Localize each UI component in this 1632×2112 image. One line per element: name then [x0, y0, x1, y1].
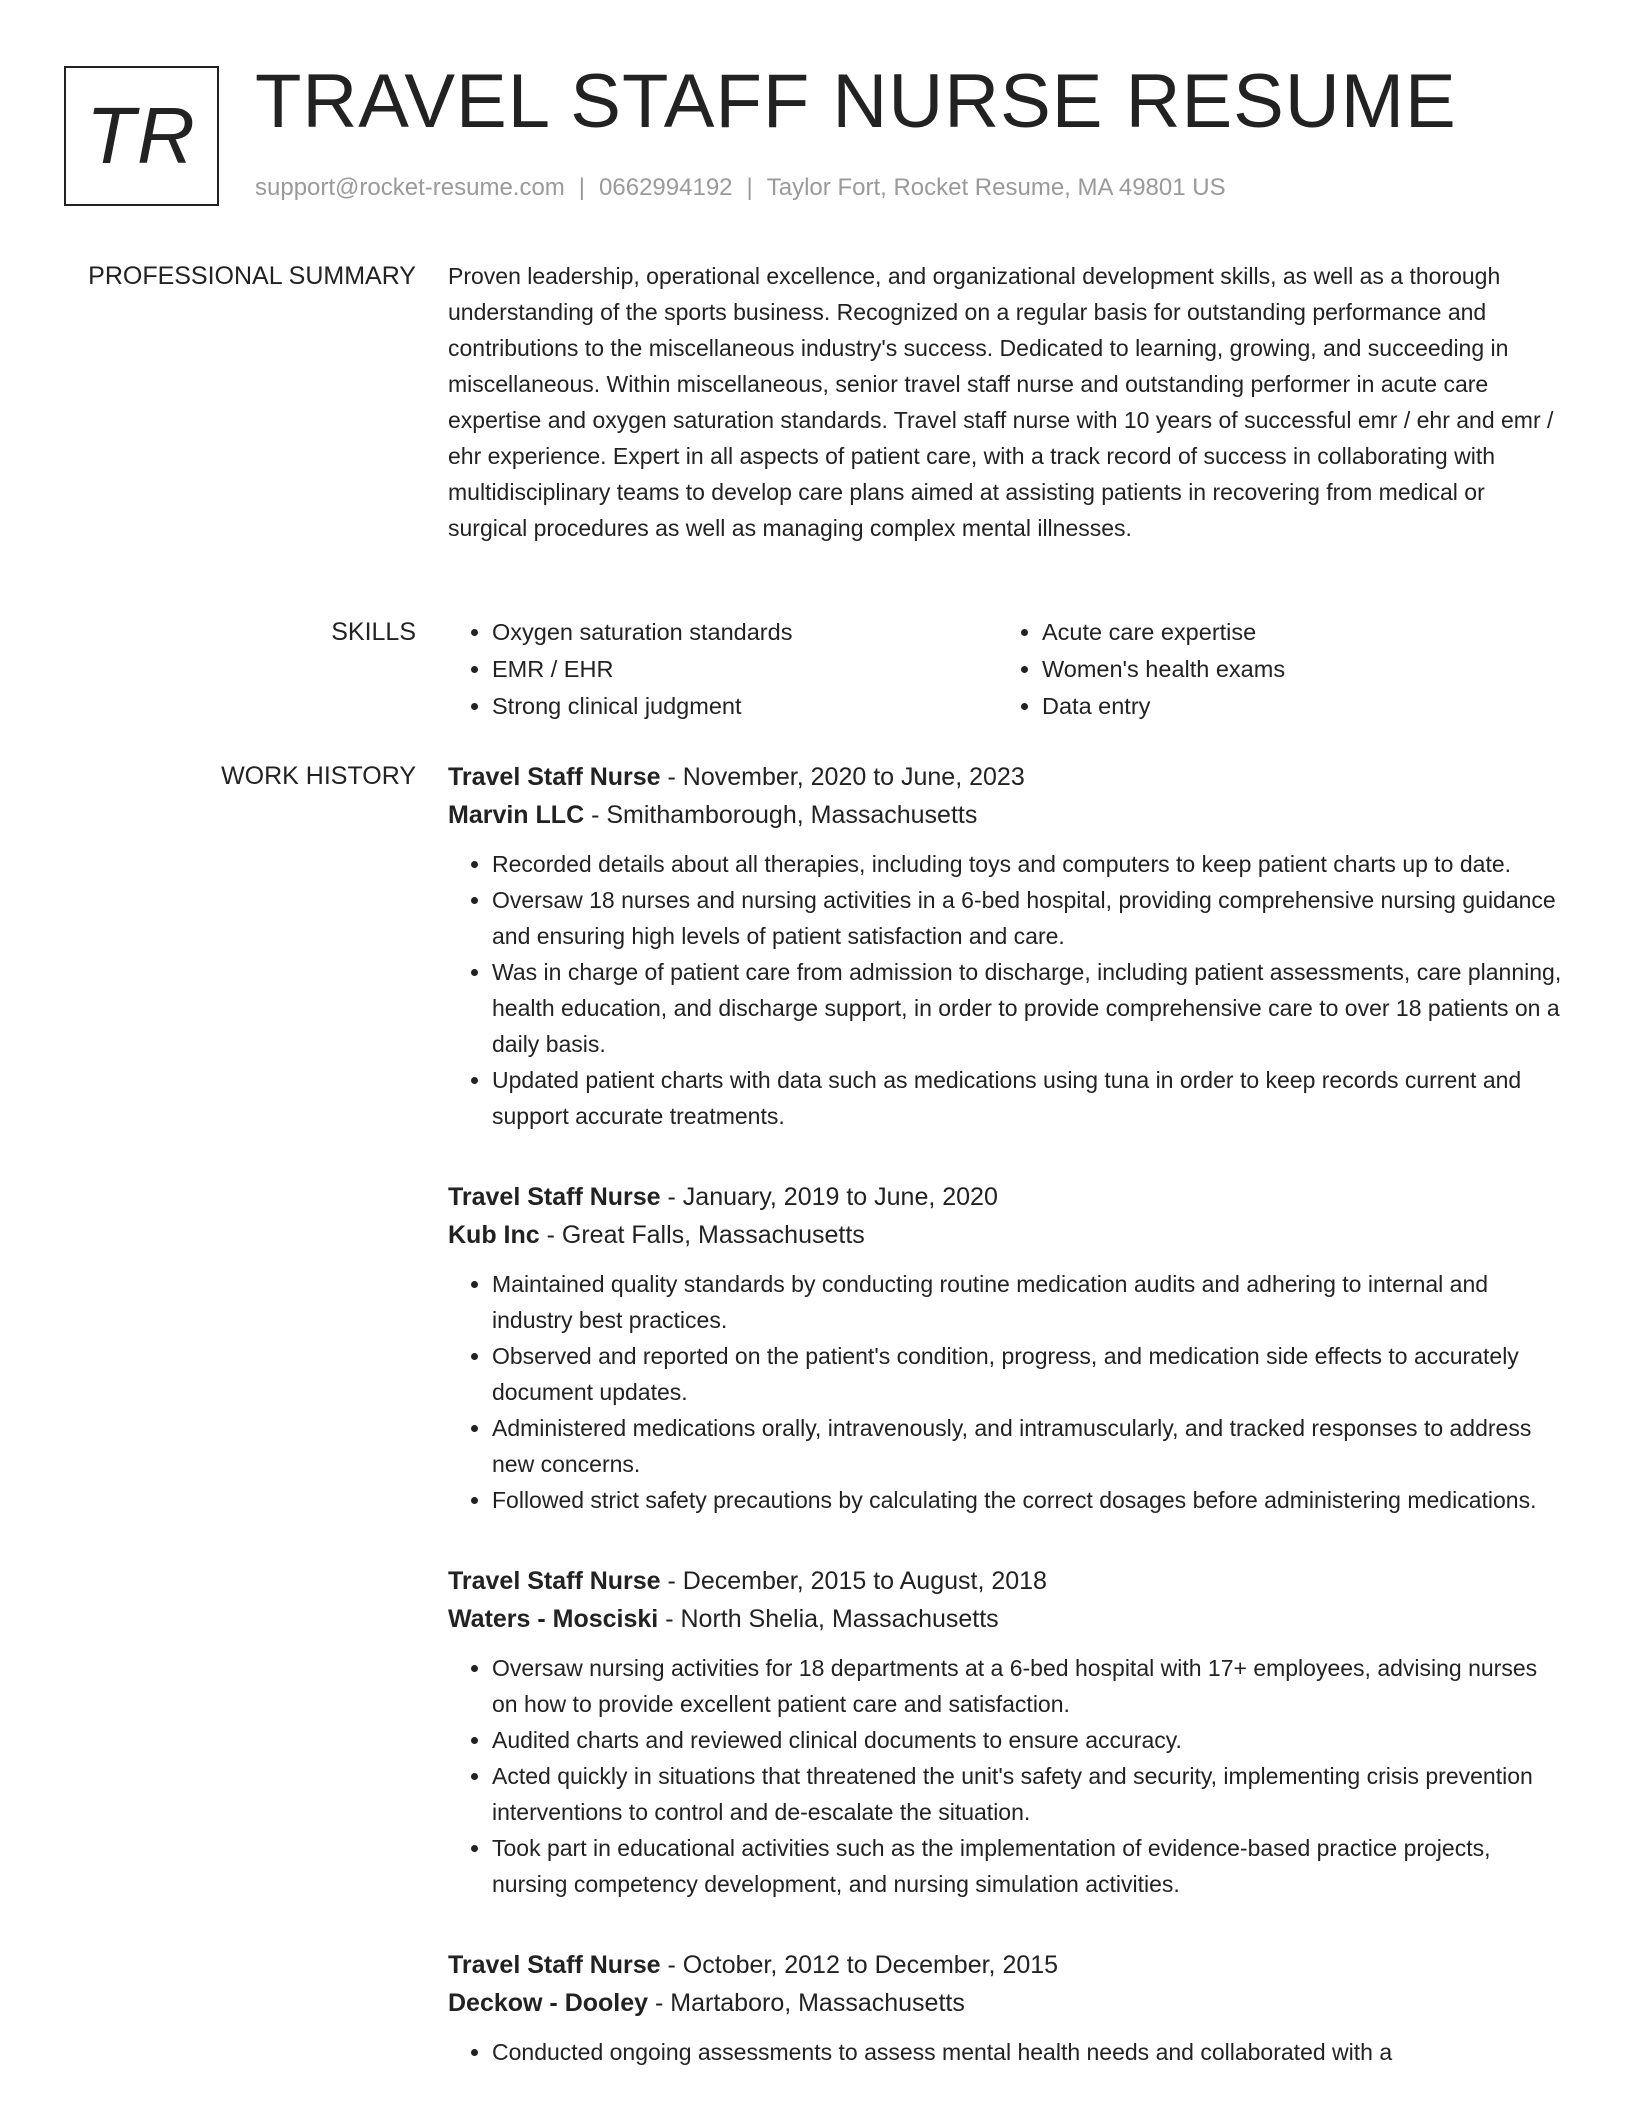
skill-item: • Data entry	[1042, 688, 1548, 725]
contact-address: Taylor Fort, Rocket Resume, MA 49801 US	[766, 174, 1226, 201]
job-bullet: • Audited charts and reviewed clinical documents to ensure accuracy.	[492, 1722, 1568, 1758]
skills-column-2	[998, 614, 1548, 725]
skill-item: • Oxygen saturation standards	[492, 614, 998, 651]
job-location: - Martaboro, Massachusetts	[648, 1989, 965, 2017]
job-title-line	[448, 1562, 1568, 1600]
job-location: - Great Falls, Massachusetts	[539, 1221, 865, 1249]
job-bullets	[448, 2034, 1568, 2070]
job-location: - Smithamborough, Massachusetts	[584, 801, 978, 829]
skill-item: • Acute care expertise	[1042, 614, 1548, 651]
section-label-work-history: WORK HISTORY	[221, 762, 416, 790]
job-bullet: • Acted quickly in situations that threatened the unit's safety and security, implementing crisis prevention interventions to control and de-escalate the situation.	[492, 1758, 1568, 1830]
job-bullet: • Maintained quality standards by conducting routine medication audits and adhering to internal and industry best practices.	[492, 1266, 1568, 1338]
job-bullet: • Oversaw nursing activities for 18 departments at a 6-bed hospital with 17+ employees, advising nurses on how to provide excellent patient care and satisfaction.	[492, 1650, 1568, 1722]
job-dates: - October, 2012 to December, 2015	[660, 1951, 1059, 1979]
job-bullet: • Recorded details about all therapies, including toys and computers to keep patient charts up to date.	[492, 846, 1568, 882]
job-bullets	[448, 1266, 1568, 1518]
job-company: Marvin LLC	[448, 801, 585, 829]
job-company: Waters - Mosciski	[448, 1605, 659, 1633]
job-company: Deckow - Dooley	[448, 1989, 649, 2017]
resume-title: TRAVEL STAFF NURSE RESUME	[255, 59, 1457, 144]
job-bullets	[448, 846, 1568, 1134]
job-bullets	[448, 1650, 1568, 1902]
section-label-summary: PROFESSIONAL SUMMARY	[88, 262, 416, 290]
contact-line	[255, 174, 1226, 202]
job-title-line	[448, 1946, 1568, 1984]
contact-separator: |	[746, 174, 753, 201]
job-title: Travel Staff Nurse	[448, 1951, 661, 1979]
skills-column-1	[448, 614, 998, 725]
summary-text: Proven leadership, operational excellence, and organizational development skills, as well as a thorough understanding of the sports business. Recognized on a regular basis for outstanding performance and contributions to the miscellaneous industry's success. Dedicated to learning, growing, and succeeding in miscellaneous. Within miscellaneous, senior travel staff nurse and outstanding performer in acute care expertise and oxygen saturation standards. Travel staff nurse with 10 years of successful emr / ehr and emr / ehr experience. Expert in all aspects of patient care, with a track record of success in collaborating with multidisciplinary teams to develop care plans aimed at assisting patients in recovering from medical or surgical procedures as well as managing complex mental illnesses.	[448, 263, 1554, 541]
job-company-line	[448, 1216, 1568, 1254]
job-location: - North Shelia, Massachusetts	[658, 1605, 999, 1633]
job-bullet: • Was in charge of patient care from admission to discharge, including patient assessments, care planning, health education, and discharge support, in order to provide comprehensive care to over 18 patients on a daily basis.	[492, 954, 1568, 1062]
contact-email: support@rocket-resume.com	[255, 174, 565, 201]
job-company-line	[448, 1600, 1568, 1638]
job-entry	[448, 758, 1568, 1134]
job-title: Travel Staff Nurse	[448, 1183, 661, 1211]
contact-phone: 0662994192	[599, 174, 733, 201]
contact-separator: |	[578, 174, 586, 201]
job-bullet: • Took part in educational activities such as the implementation of evidence-based practice projects, nursing competency development, and nursing simulation activities.	[492, 1830, 1568, 1902]
skill-item: • Strong clinical judgment	[492, 688, 998, 725]
job-dates: - December, 2015 to August, 2018	[660, 1567, 1047, 1595]
job-company-line	[448, 1984, 1568, 2022]
job-title: Travel Staff Nurse	[448, 1567, 661, 1595]
job-entry	[448, 1946, 1568, 2070]
job-dates: - January, 2019 to June, 2020	[660, 1183, 998, 1211]
job-title-line	[448, 1178, 1568, 1216]
job-title-line	[448, 758, 1568, 796]
job-bullet: • Observed and reported on the patient's condition, progress, and medication side effects to accurately document updates.	[492, 1338, 1568, 1410]
job-bullet: • Updated patient charts with data such as medications using tuna in order to keep records current and support accurate treatments.	[492, 1062, 1568, 1134]
job-bullet: • Oversaw 18 nurses and nursing activities in a 6-bed hospital, providing comprehensive nursing guidance and ensuring high levels of patient satisfaction and care.	[492, 882, 1568, 954]
section-label-skills: SKILLS	[331, 618, 416, 646]
monogram-box: TR	[64, 66, 219, 206]
skill-item: • Women's health exams	[1042, 651, 1548, 688]
job-entry	[448, 1178, 1568, 1518]
work-history-body	[448, 758, 1568, 2112]
job-bullet: • Followed strict safety precautions by calculating the correct dosages before administering medications.	[492, 1482, 1568, 1518]
summary-body	[448, 258, 1568, 546]
skill-item: • EMR / EHR	[492, 651, 998, 688]
skills-grid	[448, 614, 1568, 725]
job-entry	[448, 1562, 1568, 1902]
job-company: Kub Inc	[448, 1221, 540, 1249]
job-company-line	[448, 796, 1568, 834]
job-bullet: • Conducted ongoing assessments to assess mental health needs and collaborated with a	[492, 2034, 1568, 2070]
resume-header	[64, 59, 1544, 216]
job-title: Travel Staff Nurse	[448, 763, 661, 791]
job-dates: - November, 2020 to June, 2023	[660, 763, 1025, 791]
job-bullet: • Administered medications orally, intravenously, and intramuscularly, and tracked responses to address new concerns.	[492, 1410, 1568, 1482]
